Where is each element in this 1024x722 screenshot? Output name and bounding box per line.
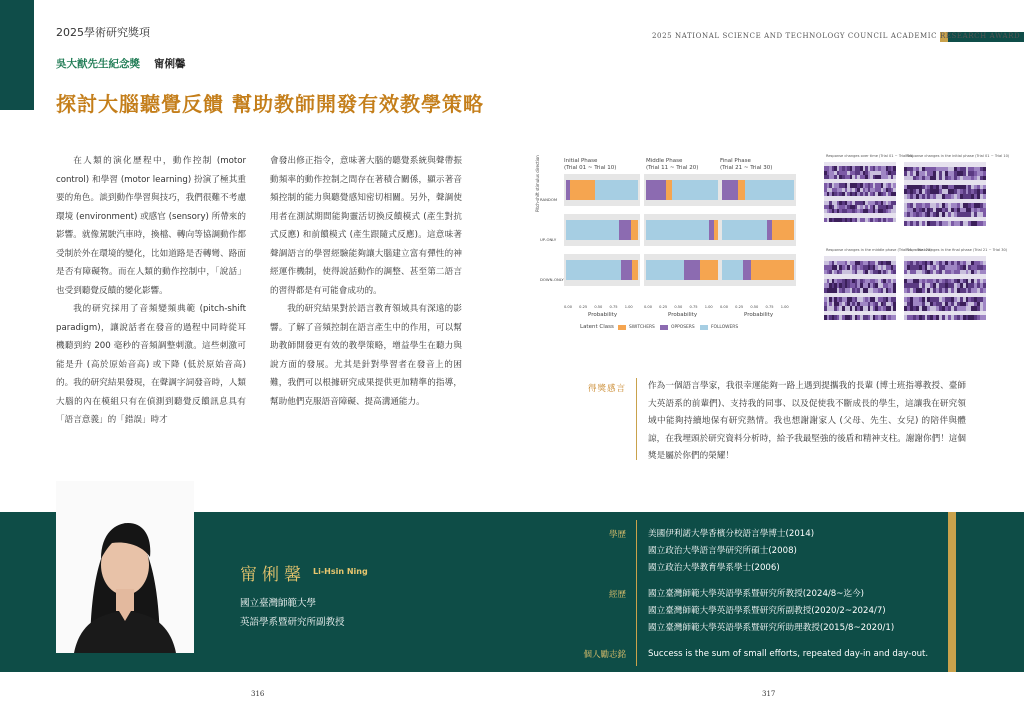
x-ticks-initial: 0.00 0.25 0.50 0.75 1.00 (564, 305, 633, 309)
paragraph: 我的研究採用了音頻變頻典範 (pitch-shift paradigm)，讓說話者在發音的過程中同時從耳機聽到約 200 毫秒的音頻調整刺激。這些刺激可能是升 (高於原始音高) 或下降 (低於原始音高) 的。我的研究結果發現，在聲調字詞發音時，人類大腦的內在模組只有在偵測到聽覺反饋訊息具有「語言意義」的「錯誤」時才 (56, 304, 246, 425)
stacked-bar-segment (566, 260, 621, 280)
stacked-bar-segment (646, 260, 684, 280)
paragraph: 會發出修正指令，意味著大腦的聽覺系統與聲帶振動頻率的動作控制之間存在著積合關係，顯示著音頻控制的能力與聽覺感知密切相關。另外，聲調使用者在測試期間能夠靈活切換反饋模式 (產生對抗式反應) 和前饋模式 (產生跟隨式反應)。這意味著聲調語言的學習經驗能夠讓大腦建立富有彈性的神經運作機制，使得說話動作的調整、甚至第二語言的習得都是有可能會成功的。 (270, 156, 462, 296)
heatmap-title-initial: Response changes in the initial phase (Trial 01 ~ Trial 10) (906, 154, 1010, 158)
stacked-bar-segment (646, 180, 666, 200)
heatmap-panel-final (904, 256, 986, 320)
stacked-bar-segment (751, 260, 794, 280)
experience-list (648, 586, 894, 637)
education-item: 國立政治大學語言學研究所碩士(2008) (648, 546, 797, 556)
row-label-down-only: DOWN-ONLY (540, 277, 564, 282)
body-column-left (56, 152, 246, 430)
stacked-bar-segment (714, 220, 718, 240)
education-label: 學歷 (608, 530, 626, 540)
stacked-bar-segment (722, 260, 743, 280)
stacked-bar-segment (646, 220, 709, 240)
experience-item: 國立臺灣師範大學英語學系暨研究所助理教授(2015/8~2020/1) (648, 623, 895, 633)
legend-label-opposers: OPPOSERS (671, 325, 695, 330)
row-label-up-only: UP-ONLY (540, 237, 557, 242)
award-name: 吳大猷先生紀念獎 (56, 58, 140, 70)
stacked-bar-segment (700, 260, 718, 280)
heatmap-cell (983, 221, 986, 226)
stacked-bar-segment (595, 180, 638, 200)
heatmap-panel-initial (904, 162, 986, 226)
x-axis-label-initial: Probability (588, 312, 618, 318)
page-number-right: 317 (762, 690, 776, 698)
heatmap-cell (983, 315, 986, 320)
heatmap-panel-middle (824, 256, 896, 320)
stacked-bar-segment (566, 220, 619, 240)
running-header-left: 2025學術研究獎項 (56, 26, 150, 39)
education-item: 美國伊利諾大學香檳分校語言學博士(2014) (648, 529, 815, 539)
stacked-bar-segment (631, 220, 638, 240)
legend-swatch-opposers (660, 325, 668, 330)
body-column-right (270, 152, 462, 411)
motto-text: Success is the sum of small efforts, repeated day-in and day-out. (648, 649, 929, 659)
acceptance-speech-text: 作為一個語言學家，我很幸運能夠一路上遇到提攜我的長輩 (博士班指導教授、臺師大英語系的前輩們)、支持我的同事、以及促使我不斷成長的學生，這讓我在研究領域中能夠持續地保有研究熱情。我也想謝謝家人 (父母、先生、女兒) 的陪伴與體諒，在我埋頭於研究資料分析時，給予我最堅強的後盾和精神支柱。謝謝你們！這個獎是屬於你們的榮耀！ (648, 381, 966, 461)
legend-label-followers: FOLLOWERS (711, 325, 739, 330)
heatmap-cell (893, 218, 896, 222)
education-list (648, 526, 814, 577)
portrait-image (56, 481, 194, 653)
x-axis-label-middle: Probability (668, 312, 698, 318)
profile-name-chinese: 甯俐馨 (240, 565, 306, 585)
heatmap-cell (893, 315, 896, 320)
stacked-bar-segment (722, 220, 767, 240)
heatmap-title-overall: Response changes over time (Trial 01 ~ Trial 30) (826, 154, 914, 158)
x-ticks-final: 0.00 0.25 0.50 0.75 1.00 (720, 305, 789, 309)
corner-color-band (0, 0, 34, 110)
award-recipient: 甯俐馨 (154, 58, 186, 70)
stacked-bar-segment (570, 180, 594, 200)
stacked-bar-segment (743, 260, 751, 280)
stacked-bar-segment (672, 180, 718, 200)
legend-swatch-followers (700, 325, 708, 330)
heatmap-panel-overall (824, 162, 896, 222)
running-header-right: 2025 NATIONAL SCIENCE AND TECHNOLOGY COUNCIL ACADEMIC RESEARCH AWARD (652, 32, 1021, 40)
motto-label: 個人勵志銘 (583, 650, 626, 660)
profile-affiliation (240, 594, 345, 632)
heatmap-title-final: Response changes in the final phase (Trial 21 ~ Trial 30) (906, 248, 1008, 252)
affiliation-position: 英語學系暨研究所副教授 (240, 617, 345, 628)
row-label-random: RANDOM (540, 197, 558, 202)
stacked-bar-segment (745, 180, 794, 200)
education-item: 國立政治大學教育學系學士(2006) (648, 563, 780, 573)
heatmap-title-middle: Response changes in the middle phase (Trial 11 ~ Trial 20) (826, 248, 932, 252)
legend-title: Latent Class (580, 324, 614, 330)
cv-divider (636, 520, 637, 666)
stacked-bar-segment (722, 180, 738, 200)
page-number-left: 316 (251, 690, 265, 698)
stacked-bar-segment (621, 260, 632, 280)
x-axis-label-final: Probability (744, 312, 774, 318)
affiliation-university: 國立臺灣師範大學 (240, 598, 317, 609)
legend-swatch-switchers (618, 325, 626, 330)
stacked-bar-segment (772, 220, 794, 240)
article-title: 探討大腦聽覺反饋 幫助教師開發有效教學策略 (56, 92, 484, 116)
profile-name-english: Li-Hsin Ning (313, 567, 368, 576)
stacked-bar-segment (632, 260, 638, 280)
phase-title-middle: Middle Phase (Trial 11 ~ Trial 20) (646, 158, 699, 171)
paragraph: 在人類的演化歷程中，動作控制 (motor control) 和學習 (motor learning) 扮演了極其重要的角色。談到動作學習與技巧，我們很難不考慮環境 (environment) 或感官 (sensory) 所帶來的影響。就像駕駛汽車時，換檔、轉向等協調動作都受制於外在環境的變化，比如道路是否轉彎、路面是否有障礙物。而在人類的動作控制中，「說話」也受到聽覺反饋的變化影響。 (56, 156, 246, 296)
experience-label: 經歷 (608, 590, 626, 600)
portrait-photo (56, 481, 194, 653)
stacked-bar-segment (684, 260, 700, 280)
y-axis-label: Pitch-shift stimulus direction (535, 155, 540, 212)
legend-label-switchers: SWITCHERS (629, 325, 655, 330)
stacked-bar-segment (619, 220, 631, 240)
phase-title-initial: Initial Phase (Trial 01 ~ Trial 10) (564, 158, 617, 171)
research-figure (535, 152, 1010, 338)
stacked-bar-segment (738, 180, 745, 200)
award-line (56, 56, 186, 71)
profile-gold-bar (948, 512, 956, 672)
acceptance-speech-label: 得獎感言 (588, 384, 627, 394)
x-ticks-middle: 0.00 0.25 0.50 0.75 1.00 (644, 305, 713, 309)
experience-item: 國立臺灣師範大學英語學系暨研究所副教授(2020/2~2024/7) (648, 606, 886, 616)
paragraph: 我的研究結果對於語言教育領域具有深遠的影響。了解了音頻控制在語言產生中的作用，可以幫助教師開發更有效的教學策略，增益學生在聽力與說方面的發展。尤其是針對學習者在發音上的困難，我們可以根據研究成果提供更加精準的指導，幫助他們克服語音障礙、提高溝通能力。 (270, 304, 462, 407)
speech-divider (636, 378, 637, 460)
experience-item: 國立臺灣師範大學英語學系暨研究所教授(2024/8~迄今) (648, 589, 865, 599)
phase-title-final: Final Phase (Trial 21 ~ Trial 30) (720, 158, 773, 171)
